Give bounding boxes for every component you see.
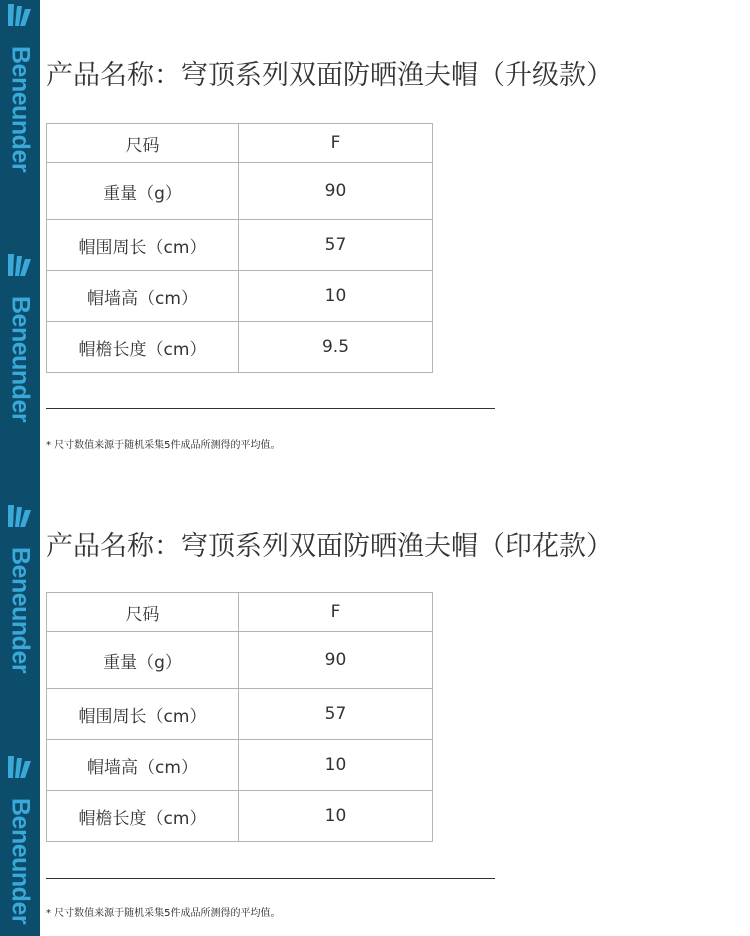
table-row <box>47 271 433 322</box>
table-cell-value: 10 <box>239 791 433 842</box>
brand-name: Beneunder <box>6 296 35 423</box>
product-title: 产品名称：穹顶系列双面防晒渔夫帽（升级款） <box>46 60 613 91</box>
table-cell-value: 57 <box>239 689 433 740</box>
brand-unit <box>0 756 40 936</box>
brand-unit <box>0 4 40 254</box>
table-row <box>47 740 433 791</box>
brand-unit <box>0 254 40 504</box>
table-row <box>47 791 433 842</box>
divider-line <box>46 878 495 879</box>
brand-logo-icon <box>8 505 32 527</box>
brand-logo-icon <box>8 254 32 276</box>
brand-strip <box>0 0 40 936</box>
table-cell-label: 重量（g） <box>47 632 239 689</box>
table-header-row <box>47 593 433 632</box>
product-title: 产品名称：穹顶系列双面防晒渔夫帽（印花款） <box>46 531 613 562</box>
size-table <box>46 592 433 842</box>
brand-name: Beneunder <box>6 547 35 674</box>
table-header-cell: F <box>239 124 433 163</box>
table-cell-value: 90 <box>239 163 433 220</box>
size-table <box>46 123 433 373</box>
table-cell-label: 重量（g） <box>47 163 239 220</box>
table-row <box>47 689 433 740</box>
brand-name: Beneunder <box>6 798 35 925</box>
table-cell-value: 10 <box>239 271 433 322</box>
table-cell-value: 10 <box>239 740 433 791</box>
table-header-cell: 尺码 <box>47 593 239 632</box>
measurement-note: * 尺寸数值来源于随机采集5件成品所测得的平均值。 <box>46 440 281 451</box>
table-cell-label: 帽围周长（cm） <box>47 689 239 740</box>
table-row <box>47 163 433 220</box>
table-header-cell: F <box>239 593 433 632</box>
table-header-cell: 尺码 <box>47 124 239 163</box>
brand-name: Beneunder <box>6 46 35 173</box>
table-cell-label: 帽墙高（cm） <box>47 271 239 322</box>
table-row <box>47 322 433 373</box>
table-cell-value: 57 <box>239 220 433 271</box>
table-cell-label: 帽围周长（cm） <box>47 220 239 271</box>
table-cell-label: 帽檐长度（cm） <box>47 791 239 842</box>
brand-unit <box>0 505 40 755</box>
table-cell-value: 90 <box>239 632 433 689</box>
table-header-row <box>47 124 433 163</box>
table-row <box>47 220 433 271</box>
divider-line <box>46 408 495 409</box>
brand-logo-icon <box>8 756 32 778</box>
table-cell-value: 9.5 <box>239 322 433 373</box>
brand-logo-icon <box>8 4 32 26</box>
table-row <box>47 632 433 689</box>
measurement-note: * 尺寸数值来源于随机采集5件成品所测得的平均值。 <box>46 908 281 919</box>
table-cell-label: 帽墙高（cm） <box>47 740 239 791</box>
table-cell-label: 帽檐长度（cm） <box>47 322 239 373</box>
